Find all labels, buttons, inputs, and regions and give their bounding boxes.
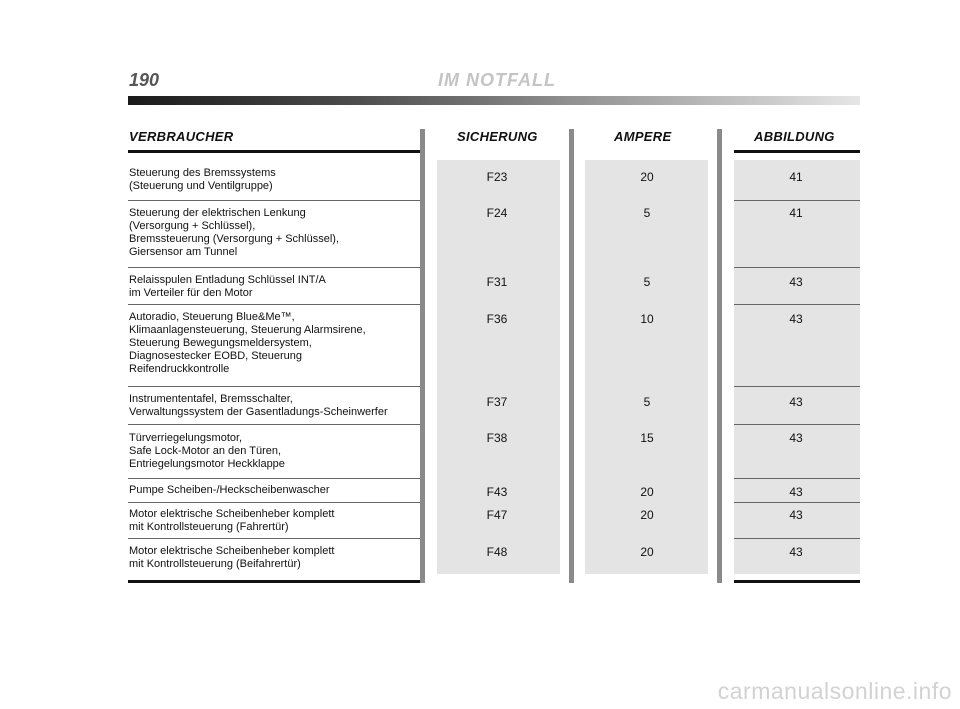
abbildung-cell: 43 — [789, 431, 803, 445]
sicherung-cell: F36 — [486, 312, 508, 326]
row-separator — [128, 478, 420, 479]
row-separator — [734, 304, 860, 305]
row-separator — [128, 502, 420, 503]
abbildung-cell: 43 — [789, 395, 803, 409]
table-row-description — [129, 207, 419, 259]
ampere-cell: 5 — [643, 206, 651, 220]
row-separator — [734, 386, 860, 387]
column-header-verbraucher: VERBRAUCHER — [129, 129, 234, 144]
table-row-description — [129, 311, 419, 376]
ampere-cell: 20 — [640, 485, 654, 499]
description-line: (Versorgung + Schlüssel), — [129, 220, 256, 232]
column-header-abbildung: ABBILDUNG — [754, 129, 835, 144]
table-row-description — [129, 432, 419, 471]
column-divider — [569, 129, 574, 583]
description-line: Diagnosestecker EOBD, Steuerung — [129, 350, 303, 362]
description-line: Steuerung der elektrischen Lenkung — [129, 207, 306, 219]
row-separator — [128, 304, 420, 305]
ampere-cell: 20 — [640, 508, 654, 522]
row-separator — [128, 424, 420, 425]
sicherung-cell: F37 — [486, 395, 508, 409]
description-line: Autoradio, Steuerung Blue&Me™, — [129, 311, 295, 323]
ampere-cell: 20 — [640, 170, 654, 184]
description-line: mit Kontrollsteuerung (Beifahrertür) — [129, 558, 301, 570]
sicherung-cell: F43 — [486, 485, 508, 499]
row-separator — [734, 267, 860, 268]
table-row-description — [129, 393, 419, 419]
description-line: Safe Lock-Motor an den Türen, — [129, 445, 282, 457]
abbildung-cell: 43 — [789, 275, 803, 289]
table-row-description — [129, 274, 419, 300]
row-separator — [734, 478, 860, 479]
description-line: Giersensor am Tunnel — [129, 246, 238, 258]
table-row-description — [129, 484, 419, 497]
abbildung-cell: 43 — [789, 508, 803, 522]
row-separator — [128, 200, 420, 201]
header-rule — [734, 150, 860, 153]
header-gradient-bar — [128, 96, 860, 105]
description-line: Entriegelungsmotor Heckklappe — [129, 458, 285, 470]
description-line: im Verteiler für den Motor — [129, 287, 253, 299]
sicherung-cell: F48 — [486, 545, 508, 559]
sicherung-cell: F23 — [486, 170, 508, 184]
description-line: Türverriegelungsmotor, — [129, 432, 243, 444]
column-divider — [420, 129, 425, 583]
description-line: Relaisspulen Entladung Schlüssel INT/A — [129, 274, 326, 286]
abbildung-cell: 43 — [789, 312, 803, 326]
ampere-cell: 5 — [643, 275, 651, 289]
description-line: Bremssteuerung (Versorgung + Schlüssel), — [129, 233, 340, 245]
sicherung-cell: F31 — [486, 275, 508, 289]
row-separator — [734, 538, 860, 539]
description-line: Steuerung des Bremssystems — [129, 167, 276, 179]
ampere-cell: 5 — [643, 395, 651, 409]
page-number: 190 — [129, 70, 160, 90]
section-title: IM NOTFALL — [438, 70, 556, 90]
row-separator — [734, 502, 860, 503]
description-line: Steuerung Bewegungsmeldersystem, — [129, 337, 312, 349]
description-line: Motor elektrische Scheibenheber komplett — [129, 508, 335, 520]
abbildung-cell: 41 — [789, 170, 803, 184]
description-line: (Steuerung und Ventilgruppe) — [129, 180, 273, 192]
row-separator — [128, 267, 420, 268]
description-line: Instrumententafel, Bremsschalter, — [129, 393, 293, 405]
sicherung-cell: F24 — [486, 206, 508, 220]
description-line: Motor elektrische Scheibenheber komplett — [129, 545, 335, 557]
ampere-cell: 10 — [640, 312, 654, 326]
column-header-ampere: AMPERE — [614, 129, 672, 144]
description-line: Pumpe Scheiben-/Heckscheibenwascher — [129, 484, 330, 496]
column-header-sicherung: SICHERUNG — [457, 129, 538, 144]
description-line: Reifendruckkontrolle — [129, 363, 230, 375]
ampere-cell: 20 — [640, 545, 654, 559]
watermark: carmanualsonline.info — [717, 678, 952, 704]
abbildung-cell: 41 — [789, 206, 803, 220]
table-row-description — [129, 167, 419, 193]
description-line: mit Kontrollsteuerung (Fahrertür) — [129, 521, 289, 533]
row-separator — [128, 538, 420, 539]
abbildung-cell: 43 — [789, 545, 803, 559]
sicherung-cell: F47 — [486, 508, 508, 522]
row-separator — [128, 386, 420, 387]
table-row-description — [129, 545, 419, 571]
abbildung-cell: 43 — [789, 485, 803, 499]
row-separator — [734, 200, 860, 201]
header-rule — [128, 150, 420, 153]
column-divider — [717, 129, 722, 583]
footer-rule — [734, 580, 860, 583]
description-line: Klimaanlagensteuerung, Steuerung Alarmsirene, — [129, 324, 366, 336]
ampere-cell: 15 — [640, 431, 654, 445]
table-row-description — [129, 508, 419, 534]
row-separator — [734, 424, 860, 425]
footer-rule — [128, 580, 420, 583]
sicherung-cell: F38 — [486, 431, 508, 445]
description-line: Verwaltungssystem der Gasentladungs-Scheinwerfer — [129, 406, 388, 418]
